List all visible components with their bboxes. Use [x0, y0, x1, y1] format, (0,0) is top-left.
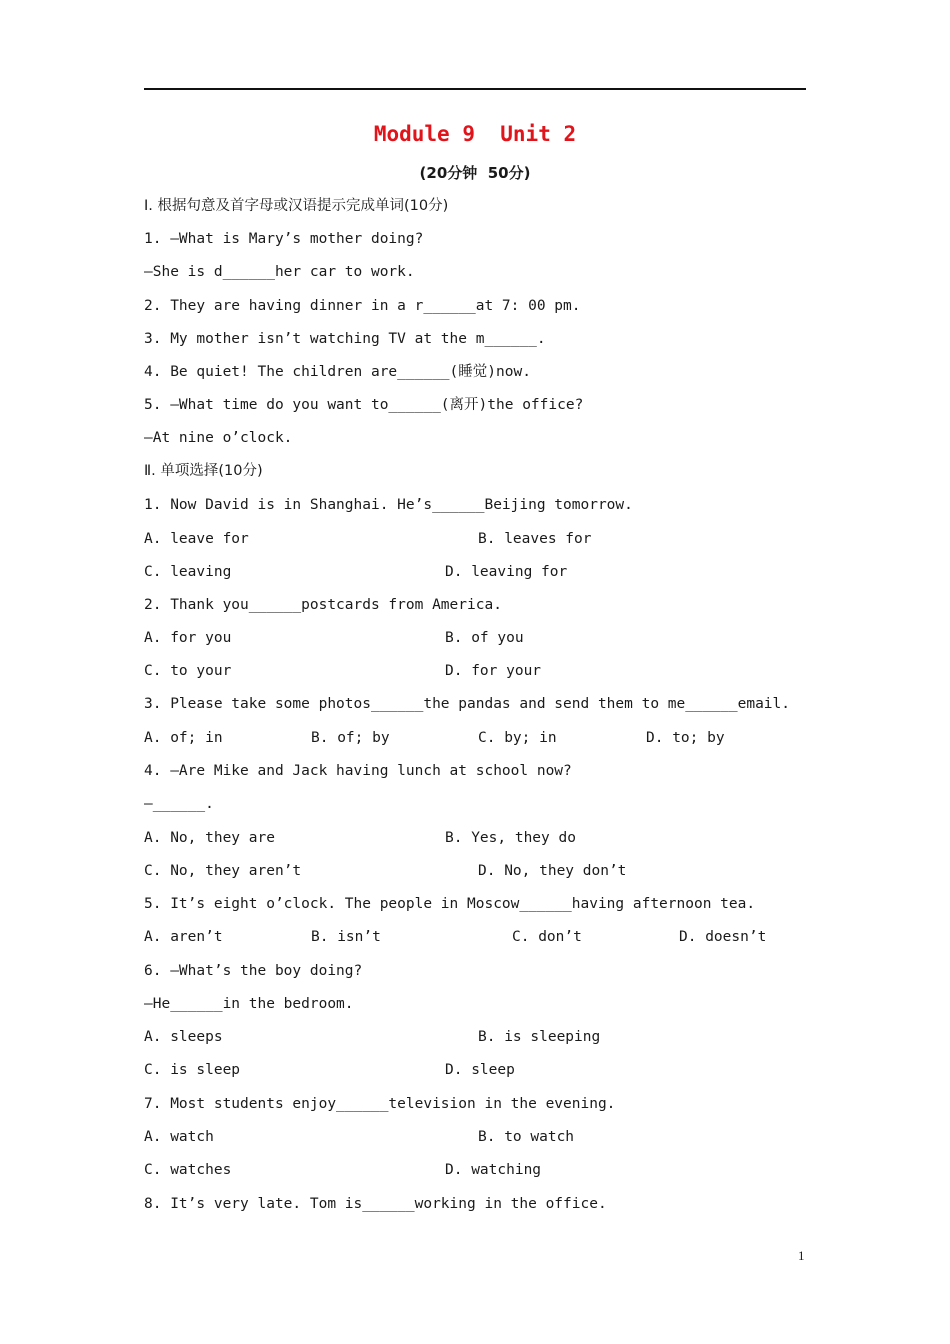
- q5-option-a: A. aren’t: [144, 929, 223, 945]
- q4-option-d: D. No, they don’t: [478, 863, 627, 879]
- s1-line-2: —She is d______her car to work.: [144, 264, 415, 280]
- q4-stem: 4. —Are Mike and Jack having lunch at school now?: [144, 763, 572, 779]
- q1-option-b: B. leaves for: [478, 531, 592, 547]
- s1-line-7: —At nine o’clock.: [144, 430, 293, 446]
- q6-stem: 6. —What’s the boy doing?: [144, 963, 363, 979]
- q4-answer-line: —______.: [144, 796, 214, 812]
- s1-line-4: 3. My mother isn’t watching TV at the m______.: [144, 331, 546, 347]
- q6-option-c: C. is sleep: [144, 1062, 241, 1078]
- q5-option-d: D. doesn’t: [679, 929, 767, 945]
- q8-stem: 8. It’s very late. Tom is______working in the office.: [144, 1196, 607, 1212]
- q3-option-a: A. of; in: [144, 730, 223, 746]
- q4-option-a: A. No, they are: [144, 830, 275, 846]
- q7-option-b: B. to watch: [478, 1129, 575, 1145]
- q1-stem: 1. Now David is in Shanghai. He’s______Beijing tomorrow.: [144, 497, 633, 513]
- q3-option-d: D. to; by: [646, 730, 725, 746]
- s1-line-3: 2. They are having dinner in a r______at 7: 00 pm.: [144, 298, 581, 314]
- q5-option-c: C. don’t: [512, 929, 582, 945]
- q5-option-b: B. isn’t: [311, 929, 381, 945]
- q1-option-c: C. leaving: [144, 564, 232, 580]
- q2-option-c: C. to your: [144, 663, 232, 679]
- q7-stem: 7. Most students enjoy______television in the evening.: [144, 1096, 616, 1112]
- page-subtitle: (20分钟 50分): [419, 164, 531, 182]
- q6-option-a: A. sleeps: [144, 1029, 223, 1045]
- s1-line-1: 1. —What is Mary’s mother doing?: [144, 231, 424, 247]
- page-title: Module 9 Unit 2: [373, 122, 577, 146]
- q3-stem: 3. Please take some photos______the pandas and send them to me______email.: [144, 696, 791, 712]
- s1-line-6: 5. —What time do you want to______(离开)the office?: [144, 397, 584, 413]
- q2-option-d: D. for your: [445, 663, 542, 679]
- q2-option-a: A. for you: [144, 630, 232, 646]
- q3-option-c: C. by; in: [478, 730, 557, 746]
- page-number: 1: [798, 1248, 805, 1263]
- section-2-heading: Ⅱ. 单项选择(10分): [144, 463, 263, 479]
- q3-option-b: B. of; by: [311, 730, 390, 746]
- q7-option-d: D. watching: [445, 1162, 542, 1178]
- q7-option-a: A. watch: [144, 1129, 214, 1145]
- header-rule: [144, 88, 806, 90]
- q2-stem: 2. Thank you______postcards from America.: [144, 597, 502, 613]
- q1-option-d: D. leaving for: [445, 564, 568, 580]
- q4-option-b: B. Yes, they do: [445, 830, 576, 846]
- q6-option-d: D. sleep: [445, 1062, 515, 1078]
- section-1-heading: Ⅰ. 根据句意及首字母或汉语提示完成单词(10分): [144, 198, 449, 214]
- q4-option-c: C. No, they aren’t: [144, 863, 302, 879]
- q1-option-a: A. leave for: [144, 531, 249, 547]
- q6-answer-line: —He______in the bedroom.: [144, 996, 354, 1012]
- q7-option-c: C. watches: [144, 1162, 232, 1178]
- q5-stem: 5. It’s eight o’clock. The people in Moscow______having afternoon tea.: [144, 896, 756, 912]
- s1-line-5: 4. Be quiet! The children are______(睡觉)now.: [144, 364, 531, 380]
- q2-option-b: B. of you: [445, 630, 524, 646]
- q6-option-b: B. is sleeping: [478, 1029, 601, 1045]
